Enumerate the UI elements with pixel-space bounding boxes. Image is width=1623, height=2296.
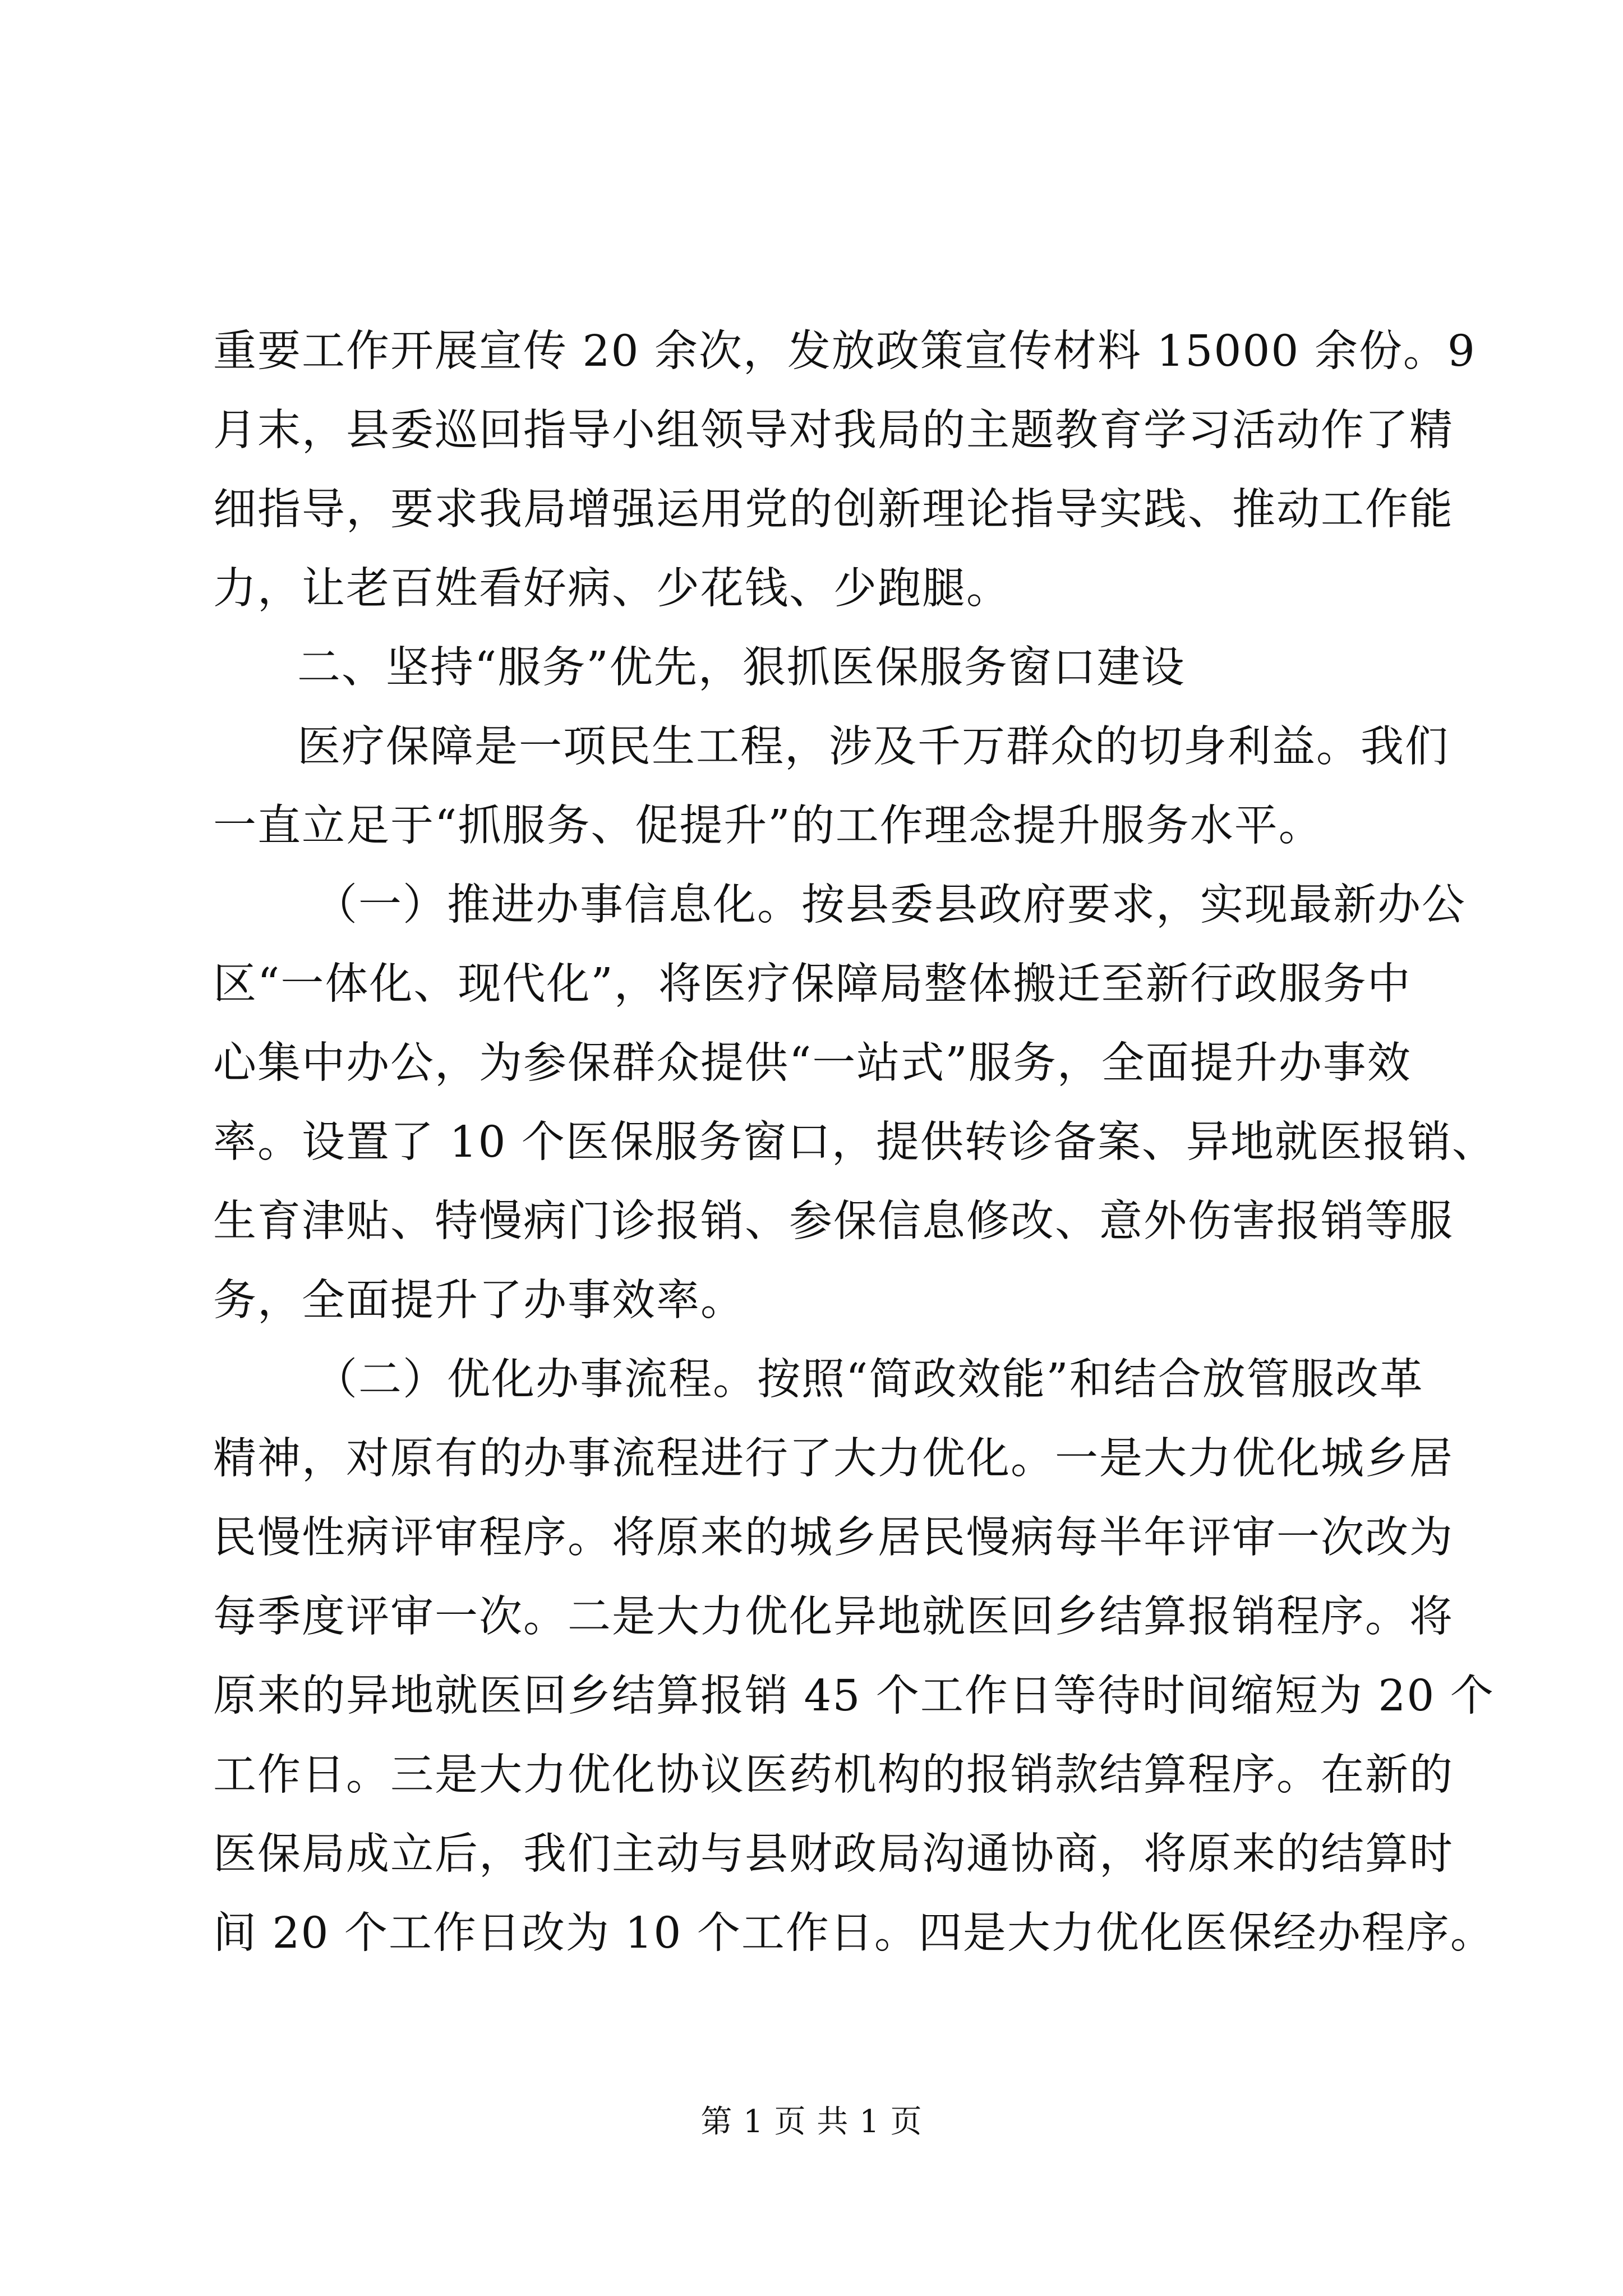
text-line: 区“一体化、现代化”，将医疗保障局整体搬迁至新行政服务中	[213, 959, 1412, 1009]
body-text	[213, 312, 1496, 1973]
text-line: 医疗保障是一项民生工程，涉及千万群众的切身利益。我们	[297, 722, 1449, 772]
text-line: 心集中办公，为参保群众提供“一站式”服务，全面提升办事效	[213, 1038, 1412, 1088]
subsection-line: （二）优化办事流程。按照“简政效能”和结合放管服改革	[314, 1355, 1424, 1405]
text-line: 生育津贴、特慢病门诊报销、参保信息修改、意外伤害报销等服	[213, 1197, 1454, 1246]
section-heading: 二、坚持“服务”优先，狠抓医保服务窗口建设	[297, 643, 1186, 693]
text-line: 工作日。三是大力优化协议医药机构的报销款结算程序。在新的	[213, 1750, 1454, 1800]
text-line: 每季度评审一次。二是大力优化异地就医回乡结算报销程序。将	[213, 1592, 1454, 1642]
text-line: 细指导，要求我局增强运用党的创新理论指导实践、推动工作能	[213, 485, 1454, 535]
text-line: 民慢性病评审程序。将原来的城乡居民慢病每半年评审一次改为	[213, 1513, 1454, 1563]
text-line: 率。设置了 10 个医保服务窗口，提供转诊备案、异地就医报销、	[213, 1117, 1496, 1167]
text-line: 重要工作开展宣传 20 余次，发放政策宣传材料 15000 余份。9	[213, 326, 1476, 376]
subsection-line: （一）推进办事信息化。按县委县政府要求，实现最新办公	[314, 880, 1466, 930]
text-line: 间 20 个工作日改为 10 个工作日。四是大力优化医保经办程序。	[213, 1908, 1495, 1958]
text-line: 精神，对原有的办事流程进行了大力优化。一是大力优化城乡居	[213, 1434, 1454, 1484]
text-line: 原来的异地就医回乡结算报销 45 个工作日等待时间缩短为 20 个	[213, 1671, 1495, 1721]
text-line: 务，全面提升了办事效率。	[213, 1276, 745, 1326]
text-line: 力，让老百姓看好病、少花钱、少跑腿。	[213, 564, 1011, 614]
page-footer: 第 1 页 共 1 页	[700, 2104, 923, 2140]
text-line: 医保局成立后，我们主动与县财政局沟通协商，将原来的结算时	[213, 1829, 1454, 1879]
text-line: 一直立足于“抓服务、促提升”的工作理念提升服务水平。	[213, 801, 1323, 851]
text-line: 月末，县委巡回指导小组领导对我局的主题教育学习活动作了精	[213, 406, 1454, 455]
